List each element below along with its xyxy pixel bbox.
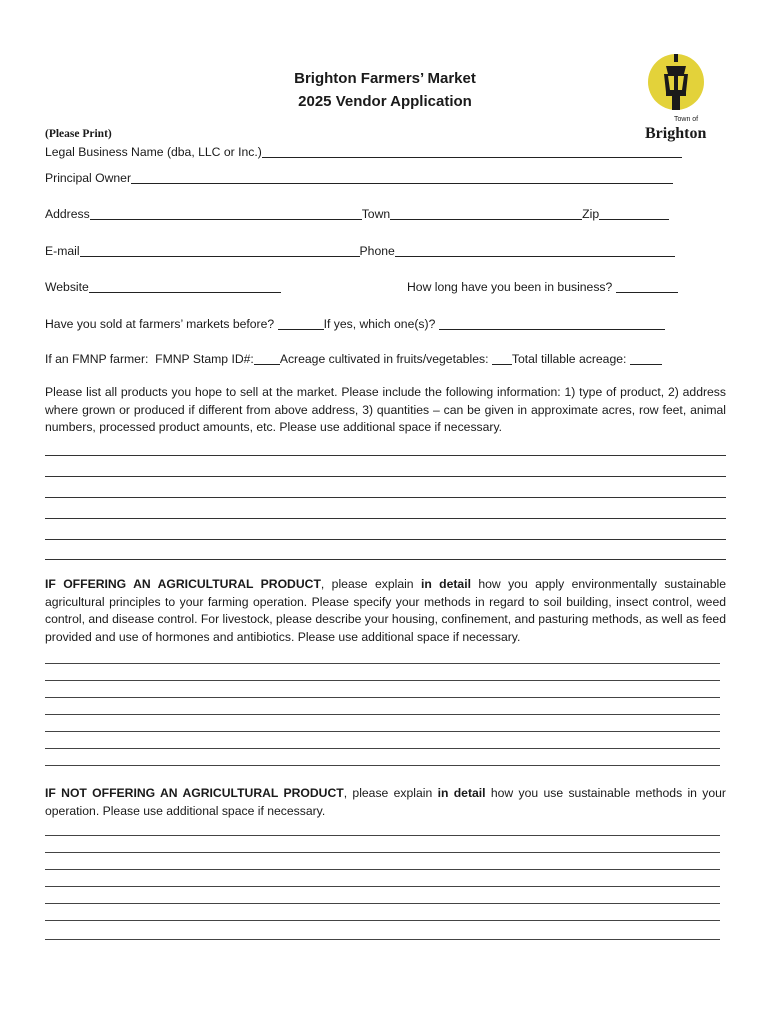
zip-label: Zip (582, 207, 600, 221)
products-answer-line[interactable] (45, 476, 726, 477)
legal-name-field[interactable] (262, 145, 682, 158)
principal-owner-row (45, 171, 673, 185)
website-row (45, 280, 281, 294)
agricultural-section-heading: IF OFFERING AN AGRICULTURAL PRODUCT (45, 577, 321, 591)
fmnp-stamp-label: If an FMNP farmer: FMNP Stamp ID#: (45, 352, 254, 366)
principal-owner-label: Principal Owner (45, 171, 132, 185)
products-answer-line[interactable] (45, 497, 726, 498)
town-of-brighton-logo (642, 52, 714, 144)
which-markets-field[interactable] (439, 317, 665, 330)
agricultural-section-instructions: IF OFFERING AN AGRICULTURAL PRODUCT, please explain in detail how you apply environmentally sustainable agricultural principles to your farming operation. Please specify your methods in regard to soil building, insect control, weed control, and disease control. For livestock, please describe your housing, confinement, and pasturing methods, as well as feed provided and use of hormones and antibiotics. Please use additional space if necessary. (45, 577, 726, 644)
business-duration-row (407, 280, 678, 294)
fmnp-row (45, 352, 662, 366)
products-answer-line[interactable] (45, 559, 726, 560)
tillable-label: Total tillable acreage: (511, 352, 627, 366)
title-line-1: Brighton Farmers’ Market (294, 70, 476, 87)
sold-before-field[interactable] (278, 317, 324, 330)
non-agricultural-answer-line[interactable] (45, 869, 720, 870)
phone-label: Phone (359, 244, 395, 258)
email-field[interactable] (80, 244, 360, 257)
phone-field[interactable] (395, 244, 675, 257)
legal-name-row (45, 145, 682, 159)
agricultural-answer-line[interactable] (45, 731, 720, 732)
agricultural-answer-line[interactable] (45, 714, 720, 715)
agricultural-answer-line[interactable] (45, 663, 720, 664)
non-agricultural-answer-line[interactable] (45, 835, 720, 836)
non-agricultural-answer-line[interactable] (45, 852, 720, 853)
address-label: Address (45, 207, 90, 221)
non-agricultural-answer-line[interactable] (45, 920, 720, 921)
address-field[interactable] (90, 207, 362, 220)
please-print-label: (Please Print) (45, 128, 112, 140)
principal-owner-field[interactable] (131, 171, 673, 184)
non-agricultural-answer-line[interactable] (45, 886, 720, 887)
town-label: Town (361, 207, 391, 221)
non-agricultural-section-heading: IF NOT OFFERING AN AGRICULTURAL PRODUCT (45, 786, 344, 800)
tillable-field[interactable] (630, 352, 662, 365)
acreage-label: Acreage cultivated in fruits/vegetables: (279, 352, 489, 366)
which-markets-label: If yes, which one(s)? (323, 317, 436, 331)
title-line-2: 2025 Vendor Application (298, 93, 472, 110)
zip-field[interactable] (599, 207, 669, 220)
website-label: Website (45, 280, 89, 294)
products-answer-line[interactable] (45, 518, 726, 519)
fmnp-stamp-field[interactable] (254, 352, 280, 365)
logo-big-text: Brighton (645, 125, 707, 142)
legal-name-label: Legal Business Name (dba, LLC or Inc.) (45, 145, 262, 159)
non-agricultural-section-instructions: IF NOT OFFERING AN AGRICULTURAL PRODUCT, please explain in detail how you use sustainable methods in your operation. Please use additional space if necessary. (45, 786, 726, 818)
business-duration-label: How long have you been in business? (407, 280, 613, 294)
town-field[interactable] (390, 207, 582, 220)
agricultural-answer-line[interactable] (45, 748, 720, 749)
non-agricultural-answer-line[interactable] (45, 903, 720, 904)
website-field[interactable] (89, 280, 281, 293)
sold-before-label: Have you sold at farmers’ markets before? (45, 317, 275, 331)
address-row (45, 207, 669, 221)
agricultural-answer-line[interactable] (45, 765, 720, 766)
business-duration-field[interactable] (616, 280, 678, 293)
agricultural-answer-line[interactable] (45, 697, 720, 698)
acreage-field[interactable] (492, 352, 512, 365)
logo-small-text: Town of (674, 116, 699, 123)
email-label: E-mail (45, 244, 80, 258)
products-answer-line[interactable] (45, 455, 726, 456)
products-instructions: Please list all products you hope to sell at the market. Please include the following information: 1) type of product, 2) address where grown or produced if different from above address, 3) quantities – can be given in approximate acres, row feet, animal numbers, processed product amounts, etc. Please use additional space if necessary. (45, 385, 726, 435)
sold-before-row (45, 317, 665, 331)
email-row (45, 244, 675, 258)
agricultural-answer-line[interactable] (45, 680, 720, 681)
non-agricultural-answer-line[interactable] (45, 939, 720, 940)
products-answer-line[interactable] (45, 539, 726, 540)
